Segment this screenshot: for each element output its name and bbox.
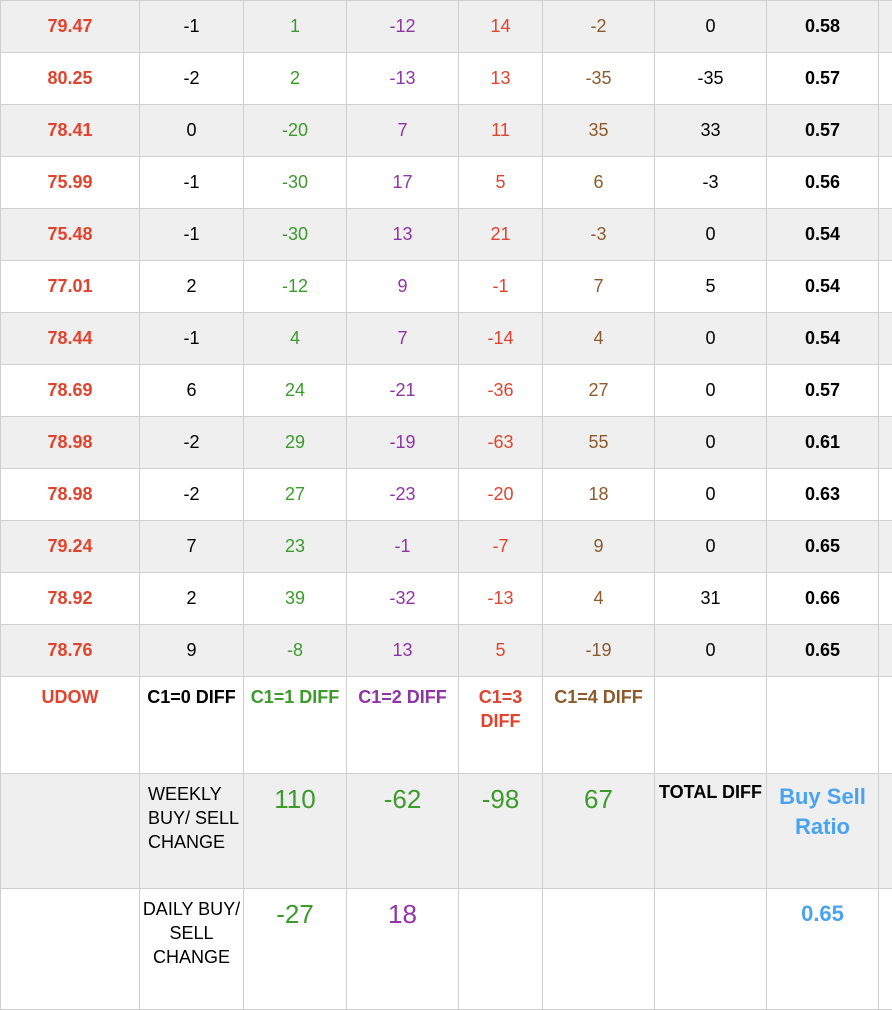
- ratio-cell: 0.57: [767, 53, 879, 105]
- c4-diff-cell: -3: [543, 209, 655, 261]
- price-cell: 78.44: [1, 313, 140, 365]
- c1-diff-cell: 2: [244, 53, 347, 105]
- edge-cell: [879, 469, 892, 521]
- ratio-cell: 0.57: [767, 105, 879, 157]
- c1-diff-cell: -30: [244, 157, 347, 209]
- daily-change-row: [1, 889, 892, 1010]
- table-row: [1, 157, 892, 209]
- c1-diff-cell: 1: [244, 1, 347, 53]
- empty-cell: [655, 889, 767, 1010]
- daily-label: DAILY BUY/ SELL CHANGE: [140, 889, 244, 1010]
- table-row: [1, 209, 892, 261]
- table-row: [1, 313, 892, 365]
- c2-diff-cell: -32: [347, 573, 459, 625]
- price-cell: 78.98: [1, 417, 140, 469]
- c1-diff-cell: 29: [244, 417, 347, 469]
- c0-diff-cell: -2: [140, 469, 244, 521]
- empty-cell: [767, 677, 879, 774]
- c1-diff-cell: -12: [244, 261, 347, 313]
- edge-cell: [879, 157, 892, 209]
- c2-diff-cell: 17: [347, 157, 459, 209]
- c0-diff-cell: -2: [140, 53, 244, 105]
- daily-ratio: 0.65: [767, 889, 879, 1010]
- price-cell: 78.92: [1, 573, 140, 625]
- total-diff-cell: 0: [655, 521, 767, 573]
- c3-header: C1=3 DIFF: [459, 677, 543, 774]
- c3-diff-cell: 5: [459, 625, 543, 677]
- c3-diff-cell: -14: [459, 313, 543, 365]
- c0-diff-cell: -1: [140, 157, 244, 209]
- table-row: [1, 105, 892, 157]
- total-diff-cell: 0: [655, 469, 767, 521]
- price-cell: 75.99: [1, 157, 140, 209]
- c1-diff-cell: 24: [244, 365, 347, 417]
- weekly-c1: 110: [244, 774, 347, 889]
- c4-diff-cell: 9: [543, 521, 655, 573]
- price-cell: 80.25: [1, 53, 140, 105]
- total-diff-cell: 0: [655, 1, 767, 53]
- edge-cell: [879, 365, 892, 417]
- c2-diff-cell: 9: [347, 261, 459, 313]
- c4-header: C1=4 DIFF: [543, 677, 655, 774]
- weekly-c4: 67: [543, 774, 655, 889]
- c1-diff-cell: 39: [244, 573, 347, 625]
- c0-diff-cell: 2: [140, 573, 244, 625]
- c1-diff-cell: -8: [244, 625, 347, 677]
- edge-cell: [879, 774, 892, 889]
- c4-diff-cell: 4: [543, 573, 655, 625]
- edge-cell: [879, 625, 892, 677]
- ratio-cell: 0.63: [767, 469, 879, 521]
- c2-diff-cell: -12: [347, 1, 459, 53]
- c0-diff-cell: 6: [140, 365, 244, 417]
- ticker-label: UDOW: [1, 677, 140, 774]
- c4-diff-cell: 35: [543, 105, 655, 157]
- c3-diff-cell: 5: [459, 157, 543, 209]
- c3-diff-cell: -13: [459, 573, 543, 625]
- c4-diff-cell: 6: [543, 157, 655, 209]
- c4-diff-cell: -2: [543, 1, 655, 53]
- c3-diff-cell: -63: [459, 417, 543, 469]
- c1-header: C1=1 DIFF: [244, 677, 347, 774]
- price-cell: 79.47: [1, 1, 140, 53]
- ratio-cell: 0.61: [767, 417, 879, 469]
- buy-sell-ratio-label: Buy Sell Ratio: [767, 774, 879, 889]
- c2-diff-cell: -21: [347, 365, 459, 417]
- ratio-cell: 0.56: [767, 157, 879, 209]
- c2-diff-cell: 7: [347, 105, 459, 157]
- c3-diff-cell: 11: [459, 105, 543, 157]
- c4-diff-cell: -35: [543, 53, 655, 105]
- c3-diff-cell: 21: [459, 209, 543, 261]
- table-row: [1, 521, 892, 573]
- table-row: [1, 573, 892, 625]
- c2-diff-cell: 7: [347, 313, 459, 365]
- ratio-cell: 0.54: [767, 261, 879, 313]
- column-header-row: [1, 677, 892, 774]
- empty-cell: [543, 889, 655, 1010]
- edge-cell: [879, 677, 892, 774]
- c2-diff-cell: 13: [347, 625, 459, 677]
- empty-cell: [459, 889, 543, 1010]
- c3-diff-cell: -20: [459, 469, 543, 521]
- ratio-cell: 0.54: [767, 209, 879, 261]
- c2-header: C1=2 DIFF: [347, 677, 459, 774]
- table-row: [1, 469, 892, 521]
- empty-cell: [1, 889, 140, 1010]
- empty-cell: [655, 677, 767, 774]
- total-diff-cell: 0: [655, 417, 767, 469]
- c2-diff-cell: -13: [347, 53, 459, 105]
- c4-diff-cell: -19: [543, 625, 655, 677]
- price-cell: 78.76: [1, 625, 140, 677]
- c0-diff-cell: -2: [140, 417, 244, 469]
- weekly-change-row: [1, 774, 892, 889]
- ratio-cell: 0.65: [767, 521, 879, 573]
- ratio-cell: 0.58: [767, 1, 879, 53]
- c3-diff-cell: 14: [459, 1, 543, 53]
- c4-diff-cell: 7: [543, 261, 655, 313]
- table-row: [1, 53, 892, 105]
- c0-diff-cell: -1: [140, 1, 244, 53]
- c0-diff-cell: 9: [140, 625, 244, 677]
- c1-diff-cell: 4: [244, 313, 347, 365]
- c4-diff-cell: 55: [543, 417, 655, 469]
- total-diff-cell: 0: [655, 209, 767, 261]
- table-row: [1, 1, 892, 53]
- ratio-cell: 0.57: [767, 365, 879, 417]
- edge-cell: [879, 573, 892, 625]
- table-row: [1, 261, 892, 313]
- c3-diff-cell: -36: [459, 365, 543, 417]
- total-diff-cell: 0: [655, 625, 767, 677]
- edge-cell: [879, 521, 892, 573]
- daily-c1: -27: [244, 889, 347, 1010]
- c4-diff-cell: 18: [543, 469, 655, 521]
- ratio-cell: 0.66: [767, 573, 879, 625]
- weekly-c2: -62: [347, 774, 459, 889]
- ratio-cell: 0.54: [767, 313, 879, 365]
- c0-diff-cell: 0: [140, 105, 244, 157]
- edge-cell: [879, 209, 892, 261]
- c1-diff-cell: 27: [244, 469, 347, 521]
- data-rows: [1, 1, 892, 677]
- price-cell: 79.24: [1, 521, 140, 573]
- empty-cell: [1, 774, 140, 889]
- c3-diff-cell: -7: [459, 521, 543, 573]
- c4-diff-cell: 4: [543, 313, 655, 365]
- c1-diff-cell: -30: [244, 209, 347, 261]
- table-row: [1, 365, 892, 417]
- total-diff-cell: 31: [655, 573, 767, 625]
- c0-diff-cell: 7: [140, 521, 244, 573]
- total-diff-cell: 5: [655, 261, 767, 313]
- edge-cell: [879, 313, 892, 365]
- total-diff-cell: -35: [655, 53, 767, 105]
- c2-diff-cell: -19: [347, 417, 459, 469]
- price-cell: 78.41: [1, 105, 140, 157]
- c0-diff-cell: 2: [140, 261, 244, 313]
- total-diff-cell: 0: [655, 313, 767, 365]
- price-cell: 77.01: [1, 261, 140, 313]
- price-cell: 78.98: [1, 469, 140, 521]
- c1-diff-cell: -20: [244, 105, 347, 157]
- edge-cell: [879, 1, 892, 53]
- price-cell: 75.48: [1, 209, 140, 261]
- c3-diff-cell: -1: [459, 261, 543, 313]
- edge-cell: [879, 889, 892, 1010]
- edge-cell: [879, 53, 892, 105]
- edge-cell: [879, 105, 892, 157]
- c2-diff-cell: -1: [347, 521, 459, 573]
- total-diff-cell: 0: [655, 365, 767, 417]
- c0-diff-cell: -1: [140, 209, 244, 261]
- c4-diff-cell: 27: [543, 365, 655, 417]
- table-row: [1, 625, 892, 677]
- edge-cell: [879, 417, 892, 469]
- daily-c2: 18: [347, 889, 459, 1010]
- total-diff-cell: 33: [655, 105, 767, 157]
- weekly-label: WEEKLY BUY/ SELL CHANGE: [140, 774, 244, 889]
- total-diff-cell: -3: [655, 157, 767, 209]
- table-row: [1, 417, 892, 469]
- weekly-c3: -98: [459, 774, 543, 889]
- c0-header: C1=0 DIFF: [140, 677, 244, 774]
- edge-cell: [879, 261, 892, 313]
- c3-diff-cell: 13: [459, 53, 543, 105]
- c2-diff-cell: -23: [347, 469, 459, 521]
- total-diff-label: TOTAL DIFF: [655, 774, 767, 889]
- c0-diff-cell: -1: [140, 313, 244, 365]
- price-cell: 78.69: [1, 365, 140, 417]
- c2-diff-cell: 13: [347, 209, 459, 261]
- c1-diff-cell: 23: [244, 521, 347, 573]
- ratio-cell: 0.65: [767, 625, 879, 677]
